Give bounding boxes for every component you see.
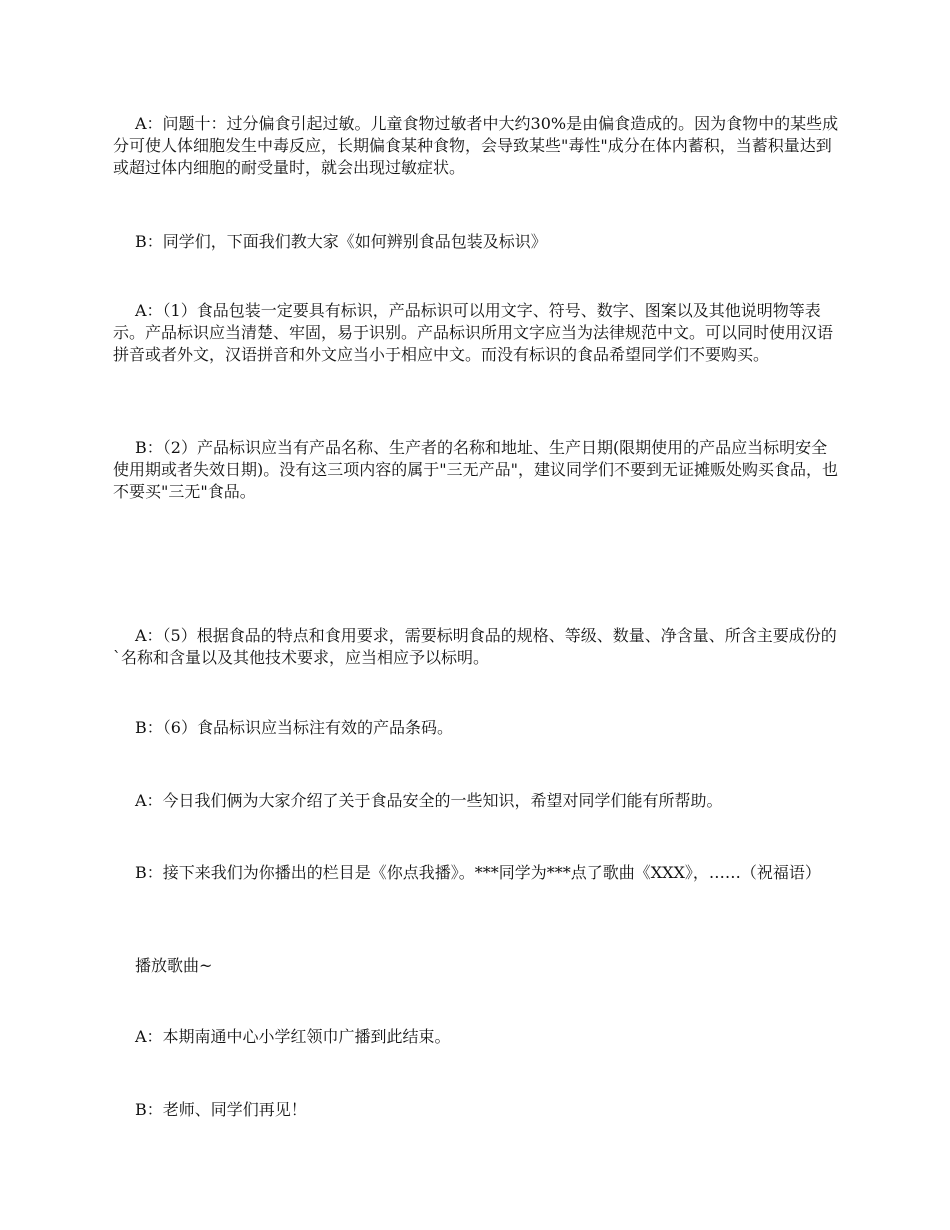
stage-direction-play-song: 播放歌曲~ [135, 956, 213, 975]
dialogue-paragraph-a-summary: A：今日我们俩为大家介绍了关于食品安全的一些知识，希望对同学们能有所帮助。 [135, 791, 723, 810]
dialogue-paragraph-b-label-contents: B：（2）产品标识应当有产品名称、生产者的名称和地址、生产日期(限期使用的产品应当标明安全使用期或者失效日期)。没有这三项内容的属于"三无产品"，建议同学们不要到无证摊贩处购买食品，也不要买"三无"食品。 [113, 438, 838, 501]
dialogue-paragraph-b-barcode: B：（6）食品标识应当标注有效的产品条码。 [135, 718, 453, 737]
dialogue-paragraph-b-song-request: B：接下来我们为你播出的栏目是《你点我播》。***同学为***点了歌曲《XXX》，……（祝福语） [135, 863, 821, 882]
dialogue-paragraph-a-packaging: A：（1）食品包装一定要具有标识，产品标识可以用文字、符号、数字、图案以及其他说明物等表示。产品标识应当清楚、牢固，易于识别。产品标识所用文字应当为法律规范中文。可以同时使用汉语拼音或者外文，汉语拼音和外文应当小于相应中文。而没有标识的食品希望同学们不要购买。 [113, 301, 834, 364]
dialogue-paragraph-b-goodbye: B：老师、同学们再见！ [135, 1100, 307, 1119]
dialogue-paragraph-a-allergy: A：问题十：过分偏食引起过敏。儿童食物过敏者中大约30%是由偏食造成的。因为食物中的某些成分可使人体细胞发生中毒反应，长期偏食某种食物，会导致某些"毒性"成分在体内蓄积，当蓄积量达到或超过体内细胞的耐受量时，就会出现过敏症状。 [113, 114, 839, 177]
dialogue-paragraph-a-closing: A：本期南通中心小学红领巾广播到此结束。 [135, 1027, 451, 1046]
dialogue-paragraph-b-intro: B：同学们，下面我们教大家《如何辨别食品包装及标识》 [135, 232, 547, 251]
dialogue-paragraph-a-specs: A：（5）根据食品的特点和食用要求，需要标明食品的规格、等级、数量、净含量、所含主要成份的`名称和含量以及其他技术要求，应当相应予以标明。 [113, 626, 837, 667]
